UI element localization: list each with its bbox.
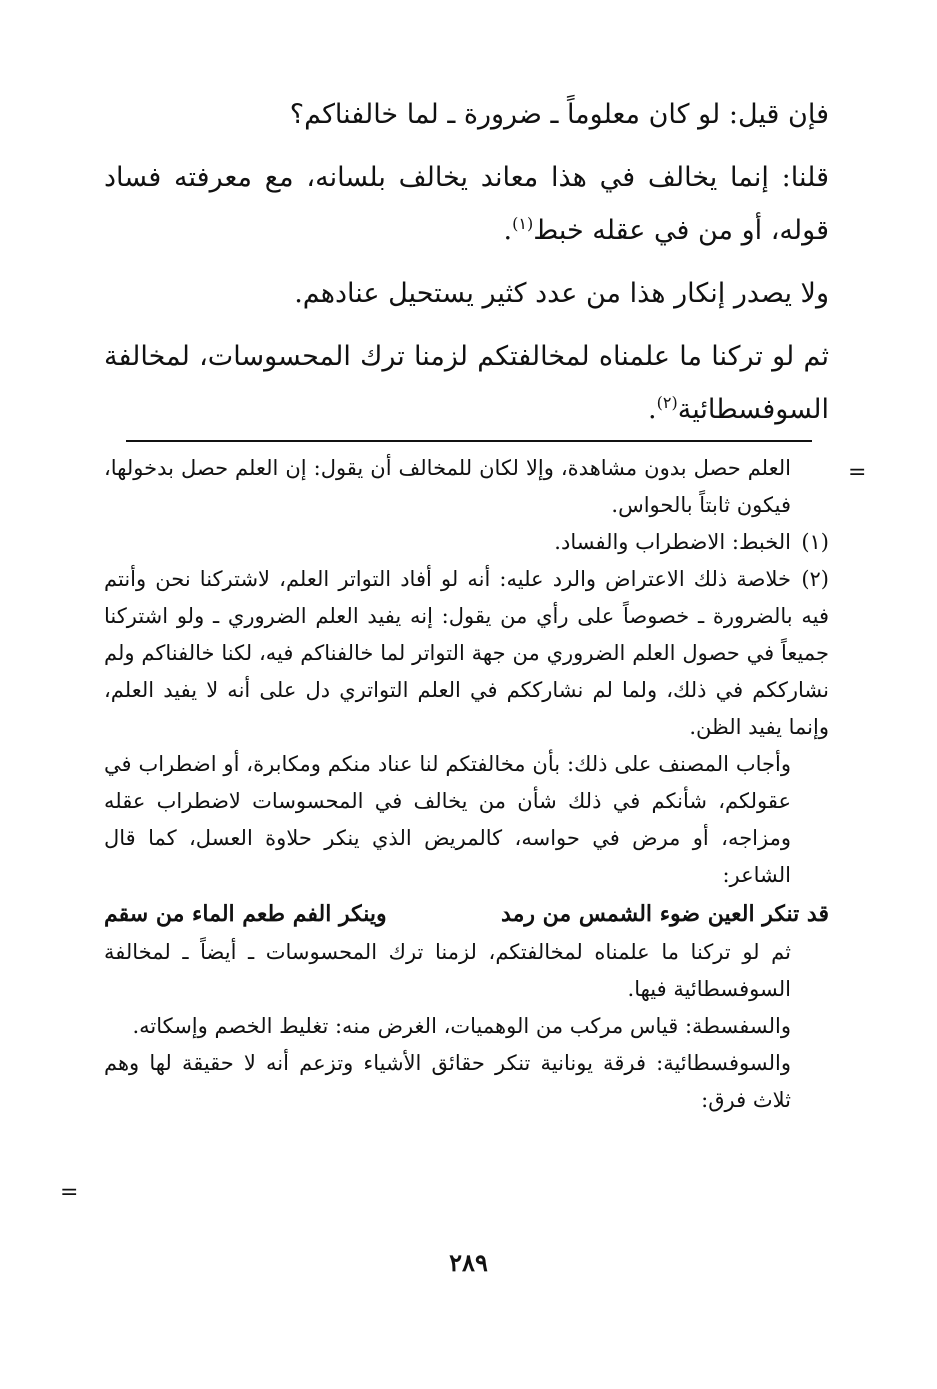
footnote-2-paragraph-2: وأجاب المصنف على ذلك: بأن مخالفتكم لنا عناد منكم ومكابرة، أو اضطراب في عقولكم، شأنكم في ذلك شأن من يخالف في المحسوسات لاضطراب عقله ومزاجه، أو مرض في حواسه، كالمريض الذي ينكر حلاوة العسل، كما قال الشاعر: [104, 752, 791, 887]
continuation-mark-top: = [848, 460, 867, 485]
footnote-carryover: العلم حصل بدون مشاهدة، وإلا لكان للمخالف أن يقول: إن العلم حصل بدخولها، فيكون ثابتاً بالحواس. [104, 456, 791, 517]
main-paragraph-1: فإن قيل: لو كان معلوماً ـ ضرورة ـ لما خالفناكم؟ [289, 99, 829, 130]
footnote-ref-1: (١) [512, 214, 534, 233]
verse-first-hemistich: قد تنكر العين ضوء الشمس من رمد [501, 901, 829, 927]
page-number: ٢٨٩ [449, 1248, 488, 1277]
footnote-1 [104, 524, 829, 561]
footnote-2-paragraph-4: والسفسطة: قياس مركب من الوهميات، الغرض منه: تغليط الخصم وإسكاته. [132, 1014, 791, 1038]
main-paragraph-2-text: قلنا: إنما يخالف في هذا معاند يخالف بلسانه، مع معرفته فساد قوله، أو من في عقله خبط [104, 162, 829, 246]
main-paragraph-4-end: . [648, 394, 657, 425]
footnote-2-paragraph-5: والسوفسطائية: فرقة يونانية تنكر حقائق الأشياء وتزعم أنه لا حقيقة لها وهم ثلاث فرق: [104, 1051, 791, 1112]
main-paragraph-2-end: . [503, 215, 513, 246]
footnote-2-paragraph-3: ثم لو تركنا ما علمناه لمخالفتكم، لزمنا ترك المحسوسات ـ أيضاً ـ لمخالفة السوفسطائية فيها. [104, 940, 791, 1001]
main-paragraph-4 [104, 330, 829, 436]
footnote-1-number: (١) [801, 530, 829, 554]
main-paragraph-3: ولا يصدر إنكار هذا من عدد كثير يستحيل عنادهم. [294, 278, 829, 309]
poetry-verse [104, 894, 829, 934]
main-paragraph-2 [104, 151, 829, 257]
verse-second-hemistich: وينكر الفم طعم الماء من سقم [104, 901, 387, 927]
footnote-separator [126, 440, 812, 442]
footnote-2-number: (٢) [801, 567, 829, 591]
continuation-mark-bottom: = [60, 1180, 79, 1205]
footnotes [104, 450, 829, 1119]
footnote-2-text: خلاصة ذلك الاعتراض والرد عليه: أنه لو أفاد التواتر العلم، لاشتركنا نحن وأنتم فيه بالضرورة ـ خصوصاً على رأي من يقول: إنه يفيد العلم الضروري ـ ولو اشتركنا جميعاً في حصول العلم الضروري من جهة التواتر لما خالفناكم فيه، لكنا خالفناكم ولم نشارككم في ذلك، ولما لم نشارككم في العلم التواتري دل على أنه لا يفيد العلم، وإنما يفيد الظن. [104, 567, 829, 739]
footnote-ref-2: (٢) [656, 393, 678, 412]
main-text [104, 88, 829, 436]
footnote-2 [104, 561, 829, 746]
footnote-1-text: الخبط: الاضطراب والفساد. [554, 530, 791, 554]
main-paragraph-4-text: ثم لو تركنا ما علمناه لمخالفتكم لزمنا ترك المحسوسات، لمخالفة السوفسطائية [104, 341, 829, 425]
